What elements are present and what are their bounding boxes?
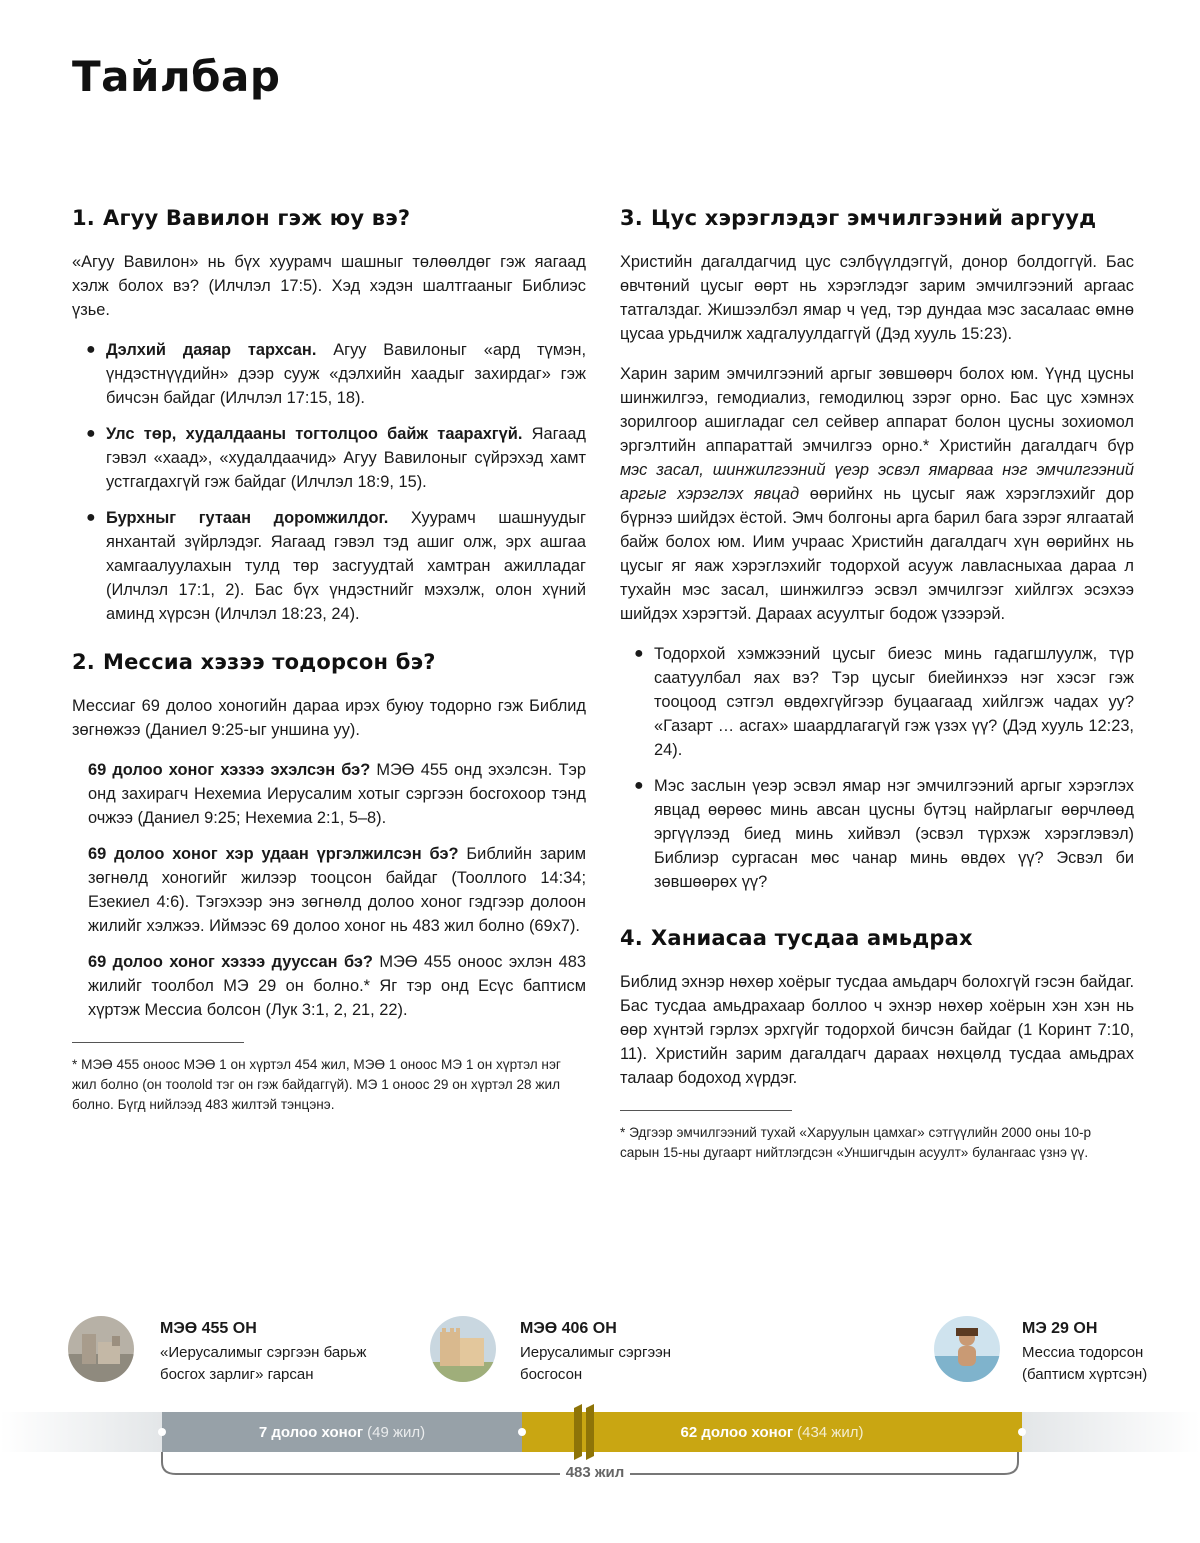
- timeline-desc: «Иерусалимыг сэргээн барьж: [160, 1344, 367, 1361]
- bullet-lead: Улс төр, худалдааны тогтолцоо байж таарахгүй.: [106, 425, 523, 443]
- bullet-text: Тодорхой хэмжээний цусыг биеэс минь гадагшлуулж, түр саатуулбал яах вэ? Тэр цусыг биейинхээ нэг хэсэг гэж тооцоод сэтгэл өвдөхгүйгээр буцаагаад хийлгэж чадах уу? «Газарт … асгах» шаардлагагүй гэж үзэх үү? (Дэд хууль 12:23, 24).: [654, 645, 1134, 759]
- bullet-lead: Дэлхий даяар тархсан.: [106, 341, 317, 359]
- segment-label: 7 долоо хоног: [258, 1423, 364, 1441]
- section-1-intro: «Агуу Вавилон» нь бүх хуурамч шашныг төлөөлдөг гэж яагаад хэлж болох вэ? (Илчлэл 17:5). Хэд хэдэн шалтгааныг Библиэс үзье.: [72, 253, 586, 319]
- baptism-illustration-icon: [934, 1316, 1000, 1382]
- section-3-heading: [620, 202, 1134, 234]
- bullet-text: Мэс заслын үеэр эсвэл ямар нэг эмчилгээний аргыг хэрэглэх явцад өөрөөс минь авсан цусны бүтэц найрлагыг өөрчлөөд эргүүлээд биед минь хийвэл (эсвэл түрхэж хэрэглэвэл) Библиэр сургасан мөс чанар минь өвдөх үү? Эсвэл би зөвшөөрөх үү?: [654, 777, 1134, 891]
- section-2: [72, 646, 586, 1022]
- section-2-heading: [72, 646, 586, 678]
- section-4-title: Ханиасаа тусдаа амьдрах: [651, 926, 973, 950]
- list-item: [86, 338, 586, 410]
- section-3-paragraph-2: [620, 362, 1134, 626]
- timeline-desc: Иерусалимыг сэргээн: [520, 1344, 672, 1361]
- item-question: 69 долоо хоног хэзээ эхэлсэн бэ?: [88, 761, 371, 779]
- section-2-number: 2.: [72, 650, 95, 674]
- timeline-track-end: [1022, 1412, 1200, 1452]
- timeline-year: МЭӨ 406 ОН: [520, 1320, 617, 1337]
- list-item: [86, 422, 586, 494]
- timeline-desc: босгох зарлиг» гарсан: [160, 1366, 314, 1383]
- item-answer: МЭӨ 455 онд эхэлсэн. Тэр онд захирагч Нехемиа Иерусалим хотыг сэргээн босгохоор тэнд очжээ (Даниел 9:25; Нехемиа 2:1, 5–8).: [88, 761, 586, 827]
- total-years-label: 483 жил: [560, 1464, 630, 1481]
- section-3-bullets: [620, 642, 1134, 894]
- bullet-icon: ●: [86, 341, 96, 358]
- list-item: [634, 642, 1134, 762]
- timeline-dot: [1018, 1428, 1026, 1436]
- section-3-title: Цус хэрэглэдэг эмчилгээний аргууд: [651, 206, 1097, 230]
- timeline-point-3: [1022, 1318, 1147, 1386]
- section-3: [620, 202, 1134, 894]
- bullet-icon: ●: [86, 425, 96, 442]
- item-question: 69 долоо хоног хэзээ дууссан бэ?: [88, 953, 373, 971]
- timeline-year: МЭӨ 455 ОН: [160, 1320, 257, 1337]
- city-walls-illustration-icon: [430, 1316, 496, 1382]
- timeline-point-1: [160, 1318, 366, 1386]
- section-3-number: 3.: [620, 206, 643, 230]
- list-item: [634, 774, 1134, 894]
- timeline-year: МЭ 29 ОН: [1022, 1320, 1098, 1337]
- timeline-dot: [518, 1428, 526, 1436]
- footnote-divider: [620, 1110, 792, 1111]
- bullet-text: Хуурамч шашнуудыг янхантай зүйрлэдэг. Яагаад гэвэл тэд ашиг олж, эрх ашгаа хамгаалуулахын тулд төр засгуудтай хамтран ажилладаг (Илчлэл 17:1, 2). Бас бүх үндэстнийг мэхэлж, олон хүний аминд хүрсэн (Илчлэл 18:23, 24).: [106, 509, 586, 623]
- section-1-heading: [72, 202, 586, 234]
- timeline-point-2: [520, 1318, 671, 1386]
- timeline-desc: Мессиа тодорсон: [1022, 1344, 1144, 1361]
- timeline-track-start: [0, 1412, 162, 1452]
- footnote-right: * Эдгээр эмчилгээний тухай «Харуулын цамхаг» сэтгүүлийн 2000 оны 10-р сарын 15-ны дугаарт нийтлэгдсэн «Уншигчдын асуулт» булангаас үзнэ үү.: [620, 1125, 1092, 1160]
- footnote-divider: [72, 1042, 244, 1043]
- item-answer: Библийн зарим зөгнөлд хоногийг жилээр тооцсон байдаг (Тооллого 14:34; Езекиел 4:6). Тэгэхээр энэ зөгнөлд долоо хоног гэдгээр долоон жилийг хэлжээ. Иймээс 69 долоо хоног нь 483 жил болно (69x7).: [88, 845, 586, 935]
- section-4: [620, 922, 1134, 1090]
- right-column: [620, 202, 1134, 1163]
- list-item: [88, 758, 586, 830]
- section-2-title: Мессиа хэзээ тодорсон бэ?: [103, 650, 436, 674]
- section-1-title: Агуу Вавилон гэж юу вэ?: [103, 206, 411, 230]
- bullet-text: Яагаад гэвэл «хаад», «худалдаачид» Агуу Вавилоныг сүйрэхэд хамт устгагдахгүй гэж байдаг (Илчлэл 18:9, 15).: [106, 425, 587, 491]
- list-item: [86, 506, 586, 626]
- section-4-number: 4.: [620, 926, 643, 950]
- bullet-lead: Бурхныг гутаан доромжилдог.: [106, 509, 389, 527]
- timeline-diagram: [0, 1300, 1200, 1500]
- paragraph-text: өөрийнх нь цусыг яаж хэрэглэхийг дор бүрнээ шийдэх ёстой. Эмч болгоны арга барил бага зэрэг ялгаатай байж болох юм. Иим учраас Христийн дагалдагч хүн өөрийнх нь цусыг яг яаж хэрэглэхийг тодорхой асууж лавласныхаа дараа л тухайн мэс засал, шинжилгээ эсвэл эмчилгээг хийлгэх эсэхээ шийдэх хэрэгтэй. Дараах асуултыг бодож үзээрэй.: [620, 485, 1134, 623]
- section-2-items: [88, 758, 586, 1022]
- list-item: [88, 950, 586, 1022]
- footnote-left: * МЭӨ 455 оноос МЭӨ 1 он хүртэл 454 жил, МЭӨ 1 оноос МЭ 1 он хүртэл нэг жил болно (он тоолold тэг он гэж байдаггүй). МЭ 1 оноос 29 он хүртэл 28 жил болно. Бүгд нийлээд 483 жилтэй тэнцэнэ.: [72, 1057, 561, 1112]
- timeline-desc: (баптисм хүртсэн): [1022, 1366, 1148, 1383]
- paragraph-text: Харин зарим эмчилгээний аргыг зөвшөөрч болох юм. Үүнд цусны шинжилгээ, гемодиализ, гемодилюц зэрэг орно. Бас цус хэмнэх зорилгоор ашигладаг сел сейвер аппарат болон цусны зохиомол эргэлтийн аппараттай эмчилгээ орно.* Христийн дагалдагч бүр: [620, 365, 1134, 455]
- timeline-dot: [158, 1428, 166, 1436]
- section-2-intro: Мессиаг 69 долоо хоногийн дараа ирэх буюу тодорно гэж Библид зөгнөжээ (Даниел 9:25-ыг уншина уу).: [72, 697, 586, 739]
- bullet-text: Агуу Вавилоныг «ард түмэн, үндэстнүүдийн» дээр сууж «дэлхийн хаадыг захирдаг» гэж бичсэн байдаг (Илчлэл 17:15, 18).: [106, 341, 586, 407]
- paragraph-emphasis: мэс засал, шинжилгээний үеэр эсвэл ямарваа нэг эмчилгээний аргыг хэрэглэх явцад: [620, 461, 1134, 503]
- item-question: 69 долоо хоног хэр удаан үргэлжилсэн бэ?: [88, 845, 459, 863]
- list-item: [88, 842, 586, 938]
- section-4-heading: [620, 922, 1134, 954]
- section-4-paragraph: Библид эхнэр нөхөр хоёрыг тусдаа амьдарч болохгүй гэсэн байдаг. Бас тусдаа амьдрахаар боллоо ч эхнэр нөхөр хоёрын хэн хэн нь өөр хүнтэй гэрлэх эрхгүйг тодорхой бичсэн байдаг (1 Коринт 7:10, 11). Христийн зарим дагалдагч дараах нөхцөлд тусдаа амьдрах талаар бодоход хүрдэг.: [620, 973, 1134, 1087]
- section-1-bullets: [72, 338, 586, 626]
- segment-7-weeks: [162, 1412, 522, 1452]
- bullet-icon: ●: [634, 777, 644, 794]
- page-title: Тайлбар: [72, 52, 281, 101]
- ruins-illustration-icon: [68, 1316, 134, 1382]
- left-column: [72, 202, 586, 1115]
- bullet-icon: ●: [634, 645, 644, 662]
- section-3-paragraph-1: Христийн дагалдагчид цус сэлбүүлдэггүй, донор болдоггүй. Бас өвчтөний цусыг өөрт нь хэрэглэдэг зарим эмчилгээний аргаас татгалздаг. Жишээлбэл ямар ч үед, тэр дундаа мэс засалаас өмнө цусаа урьдчилж хадгалуулдаггүй (Дэд хууль 15:23).: [620, 253, 1134, 343]
- bullet-icon: ●: [86, 509, 96, 526]
- section-1-number: 1.: [72, 206, 95, 230]
- section-1: [72, 202, 586, 626]
- segment-label: 62 долоо хоног: [680, 1423, 794, 1441]
- segment-years: (49 жил): [367, 1423, 426, 1441]
- item-answer: МЭӨ 455 оноос эхлэн 483 жилийг тоолбол МЭ 29 он болно.* Яг тэр онд Есүс баптисм хүртэж Мессиа болсон (Лук 3:1, 2, 21, 22).: [88, 953, 586, 1019]
- timeline-desc: босгосон: [520, 1366, 583, 1383]
- segment-years: (434 жил): [797, 1423, 864, 1441]
